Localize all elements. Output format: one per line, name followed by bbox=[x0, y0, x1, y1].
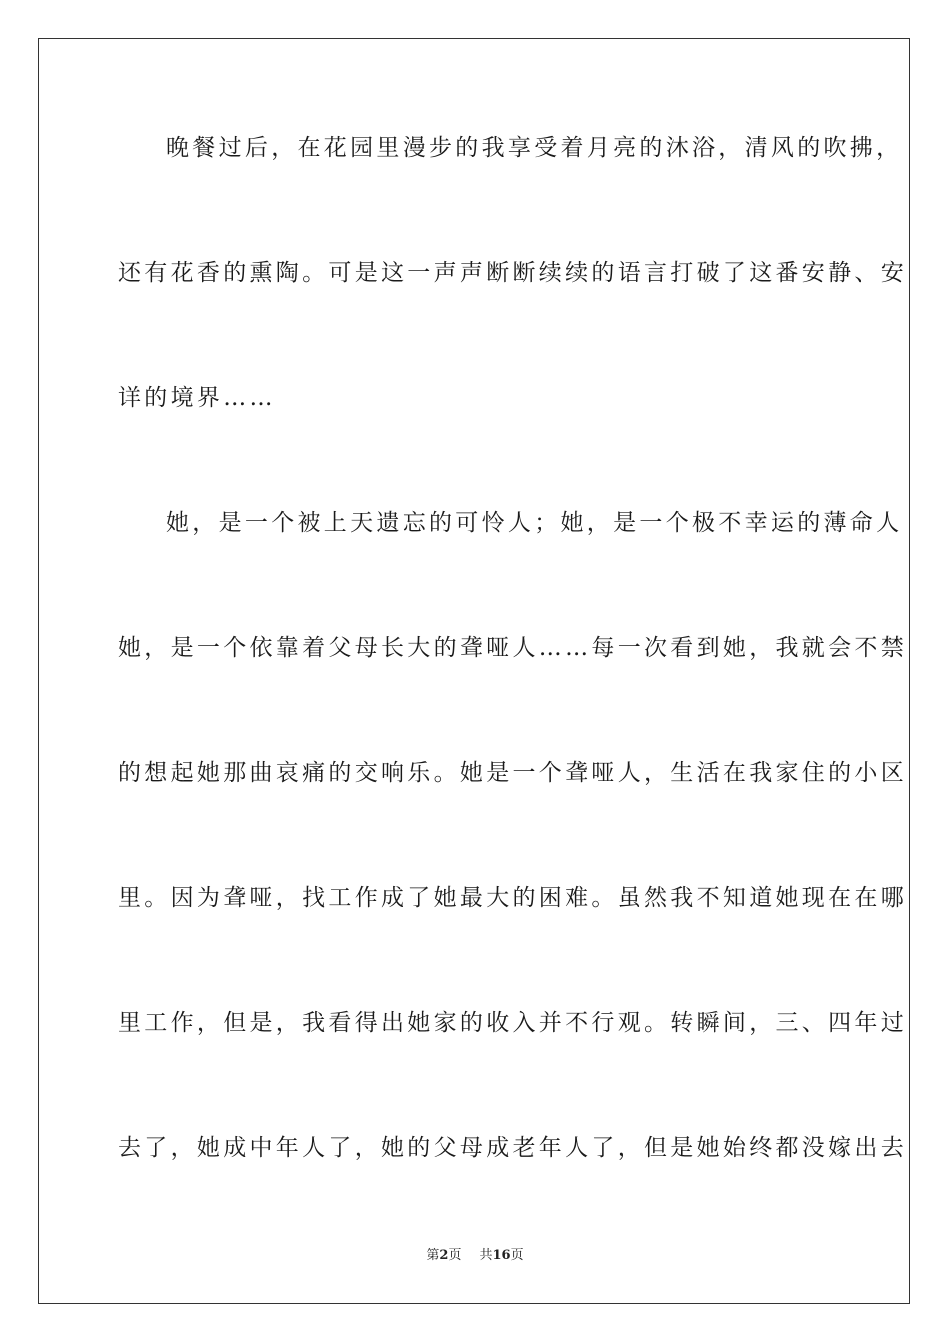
total-label-prefix: 共 bbox=[479, 1248, 493, 1263]
page-label-suffix: 页 bbox=[448, 1248, 462, 1263]
page-number: 2 bbox=[439, 1248, 449, 1263]
page-footer bbox=[0, 1247, 950, 1265]
page-label-prefix: 第 bbox=[426, 1248, 440, 1263]
paragraph-1-line-1: 晚餐过后，在花园里漫步的我享受着月亮的沐浴，清风的吹拂， bbox=[166, 135, 903, 161]
total-label-suffix: 页 bbox=[510, 1248, 524, 1263]
page-border bbox=[38, 38, 910, 1304]
paragraph-2-line-3: 的想起她那曲哀痛的交响乐。她是一个聋哑人，生活在我家住的小区 bbox=[118, 760, 907, 786]
paragraph-1-line-3: 详的境界…… bbox=[118, 385, 276, 411]
total-pages: 16 bbox=[492, 1248, 511, 1263]
paragraph-2-line-4: 里。因为聋哑，找工作成了她最大的困难。虽然我不知道她现在在哪 bbox=[118, 885, 907, 911]
paragraph-2-line-1: 她，是一个被上天遗忘的可怜人；她，是一个极不幸运的薄命人 bbox=[166, 510, 903, 536]
paragraph-1-line-2: 还有花香的熏陶。可是这一声声断断续续的语言打破了这番安静、安 bbox=[118, 260, 907, 286]
paragraph-2-line-5: 里工作，但是，我看得出她家的收入并不行观。转瞬间，三、四年过 bbox=[118, 1010, 907, 1036]
paragraph-2-line-6: 去了，她成中年人了，她的父母成老年人了，但是她始终都没嫁出去 bbox=[118, 1135, 907, 1161]
paragraph-2-line-2: 她，是一个依靠着父母长大的聋哑人……每一次看到她，我就会不禁 bbox=[118, 635, 907, 661]
